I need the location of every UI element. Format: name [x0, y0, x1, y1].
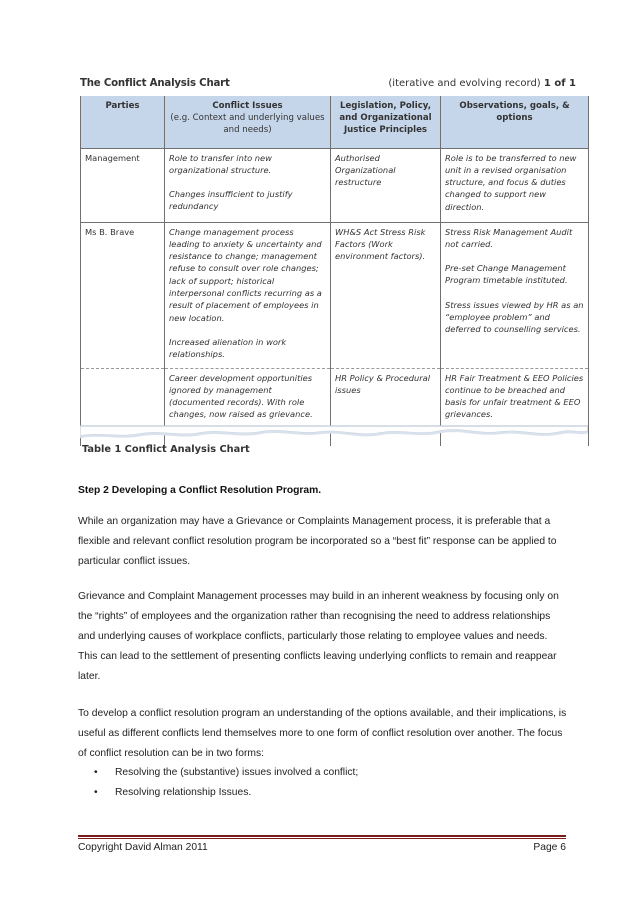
cell-legislation [331, 222, 441, 368]
footer-rule [78, 835, 566, 837]
footer-page-number: Page 6 [533, 842, 566, 853]
bullet-icon: • [94, 787, 98, 798]
header-parties: Parties [81, 96, 165, 148]
cell-observations [441, 222, 589, 368]
step-heading: Step 2 Developing a Conflict Resolution Program. [78, 485, 322, 496]
list-item [94, 763, 358, 783]
cell-text: Increased alienation in work relationships. [169, 336, 287, 360]
bullet-list [94, 763, 358, 803]
table-caption: Table 1 Conflict Analysis Chart [82, 444, 250, 455]
cell-text: HR Fair Treatment & EEO Policies continue to be breached and basis for unfair treatment & EEO grievances. [445, 372, 584, 420]
cell-text: Stress issues viewed by HR as an “employee problem” and deferred to counselling services. [445, 299, 584, 335]
cell-party: Ms B. Brave [81, 222, 165, 368]
cell-text: Change management process leading to anxiety & uncertainty and resistance to change; management refuse to consult over role changes; lack of support; historical interpersonal conflicts recurring as a result of placement of employees in new location. [169, 226, 322, 323]
cell-issues [165, 222, 331, 368]
paragraph: Grievance and Complaint Management processes may build in an inherent weakness by focusing only on the “rights” of employees and the organization rather than recognising the need to address relationships and underlying causes of workplace conflicts, particularly those relating to employee values and needs. This can lead to the settlement of presenting conflicts leaving underlying conflicts to remain and reappear later. [78, 591, 559, 682]
paragraph: To develop a conflict resolution program an understanding of the options available, and their implications, is useful as different conflicts lend themselves more to one form of conflict resolution over another. The focus of conflict resolution can be in two forms: [78, 708, 567, 759]
cell-text: Changes insufficient to justify redundancy [169, 189, 293, 212]
cell-text: Pre-set Change Management Program timetable instituted. [445, 263, 568, 286]
cell-observations [441, 148, 589, 222]
chart-title: The Conflict Analysis Chart [80, 78, 230, 89]
table-header-row [81, 96, 589, 148]
table-row [81, 222, 589, 368]
header-issues-main: Conflict Issues [212, 101, 283, 111]
header-legislation: Legislation, Policy, and Organizational Justice Principles [331, 96, 441, 148]
header-conflict-issues [165, 96, 331, 148]
list-item-text: Resolving relationship Issues. [115, 787, 252, 798]
cell-text: Role to transfer into new organizational structure. [169, 152, 272, 175]
cell-text: HR Policy & Procedural issues [335, 372, 431, 395]
chart-record-note [388, 78, 576, 89]
cell-text: Role is to be transferred to new unit in a revised organisation structure, and focus & duties changed to support new direction. [445, 152, 577, 212]
chart-heading [80, 74, 588, 94]
chart-note-prefix: (iterative and evolving record) [388, 78, 544, 89]
list-item-text: Resolving the (substantive) issues involved a conflict; [115, 767, 359, 778]
header-issues-sub: (e.g. Context and underlying values and needs) [170, 113, 325, 135]
header-observations: Observations, goals, & options [441, 96, 589, 148]
table-row [81, 148, 589, 222]
chart-note-page: 1 of 1 [543, 78, 576, 89]
paragraph: While an organization may have a Grievance or Complaints Management process, it is preferable that a flexible and relevant conflict resolution program be incorporated so a “best fit” response can be applied to particular conflict issues. [78, 516, 557, 567]
conflict-analysis-chart-figure [80, 74, 588, 462]
bullet-icon: • [94, 767, 98, 778]
cell-party: Management [81, 148, 165, 222]
conflict-analysis-table [80, 96, 589, 446]
cell-text: Authorised Organizational restructure [335, 152, 396, 188]
cell-text: Career development opportunities ignored by management (documented records). With role changes, now raised as grievance. [169, 372, 313, 420]
cell-text: WH&S Act Stress Risk Factors (Work environment factors). [335, 226, 426, 262]
cell-legislation [331, 148, 441, 222]
footer-rule-thin [78, 838, 566, 839]
cell-text: Stress Risk Management Audit not carried. [445, 226, 573, 249]
list-item [94, 783, 358, 803]
footer-copyright: Copyright David Alman 2011 [78, 842, 208, 853]
cell-issues [165, 148, 331, 222]
